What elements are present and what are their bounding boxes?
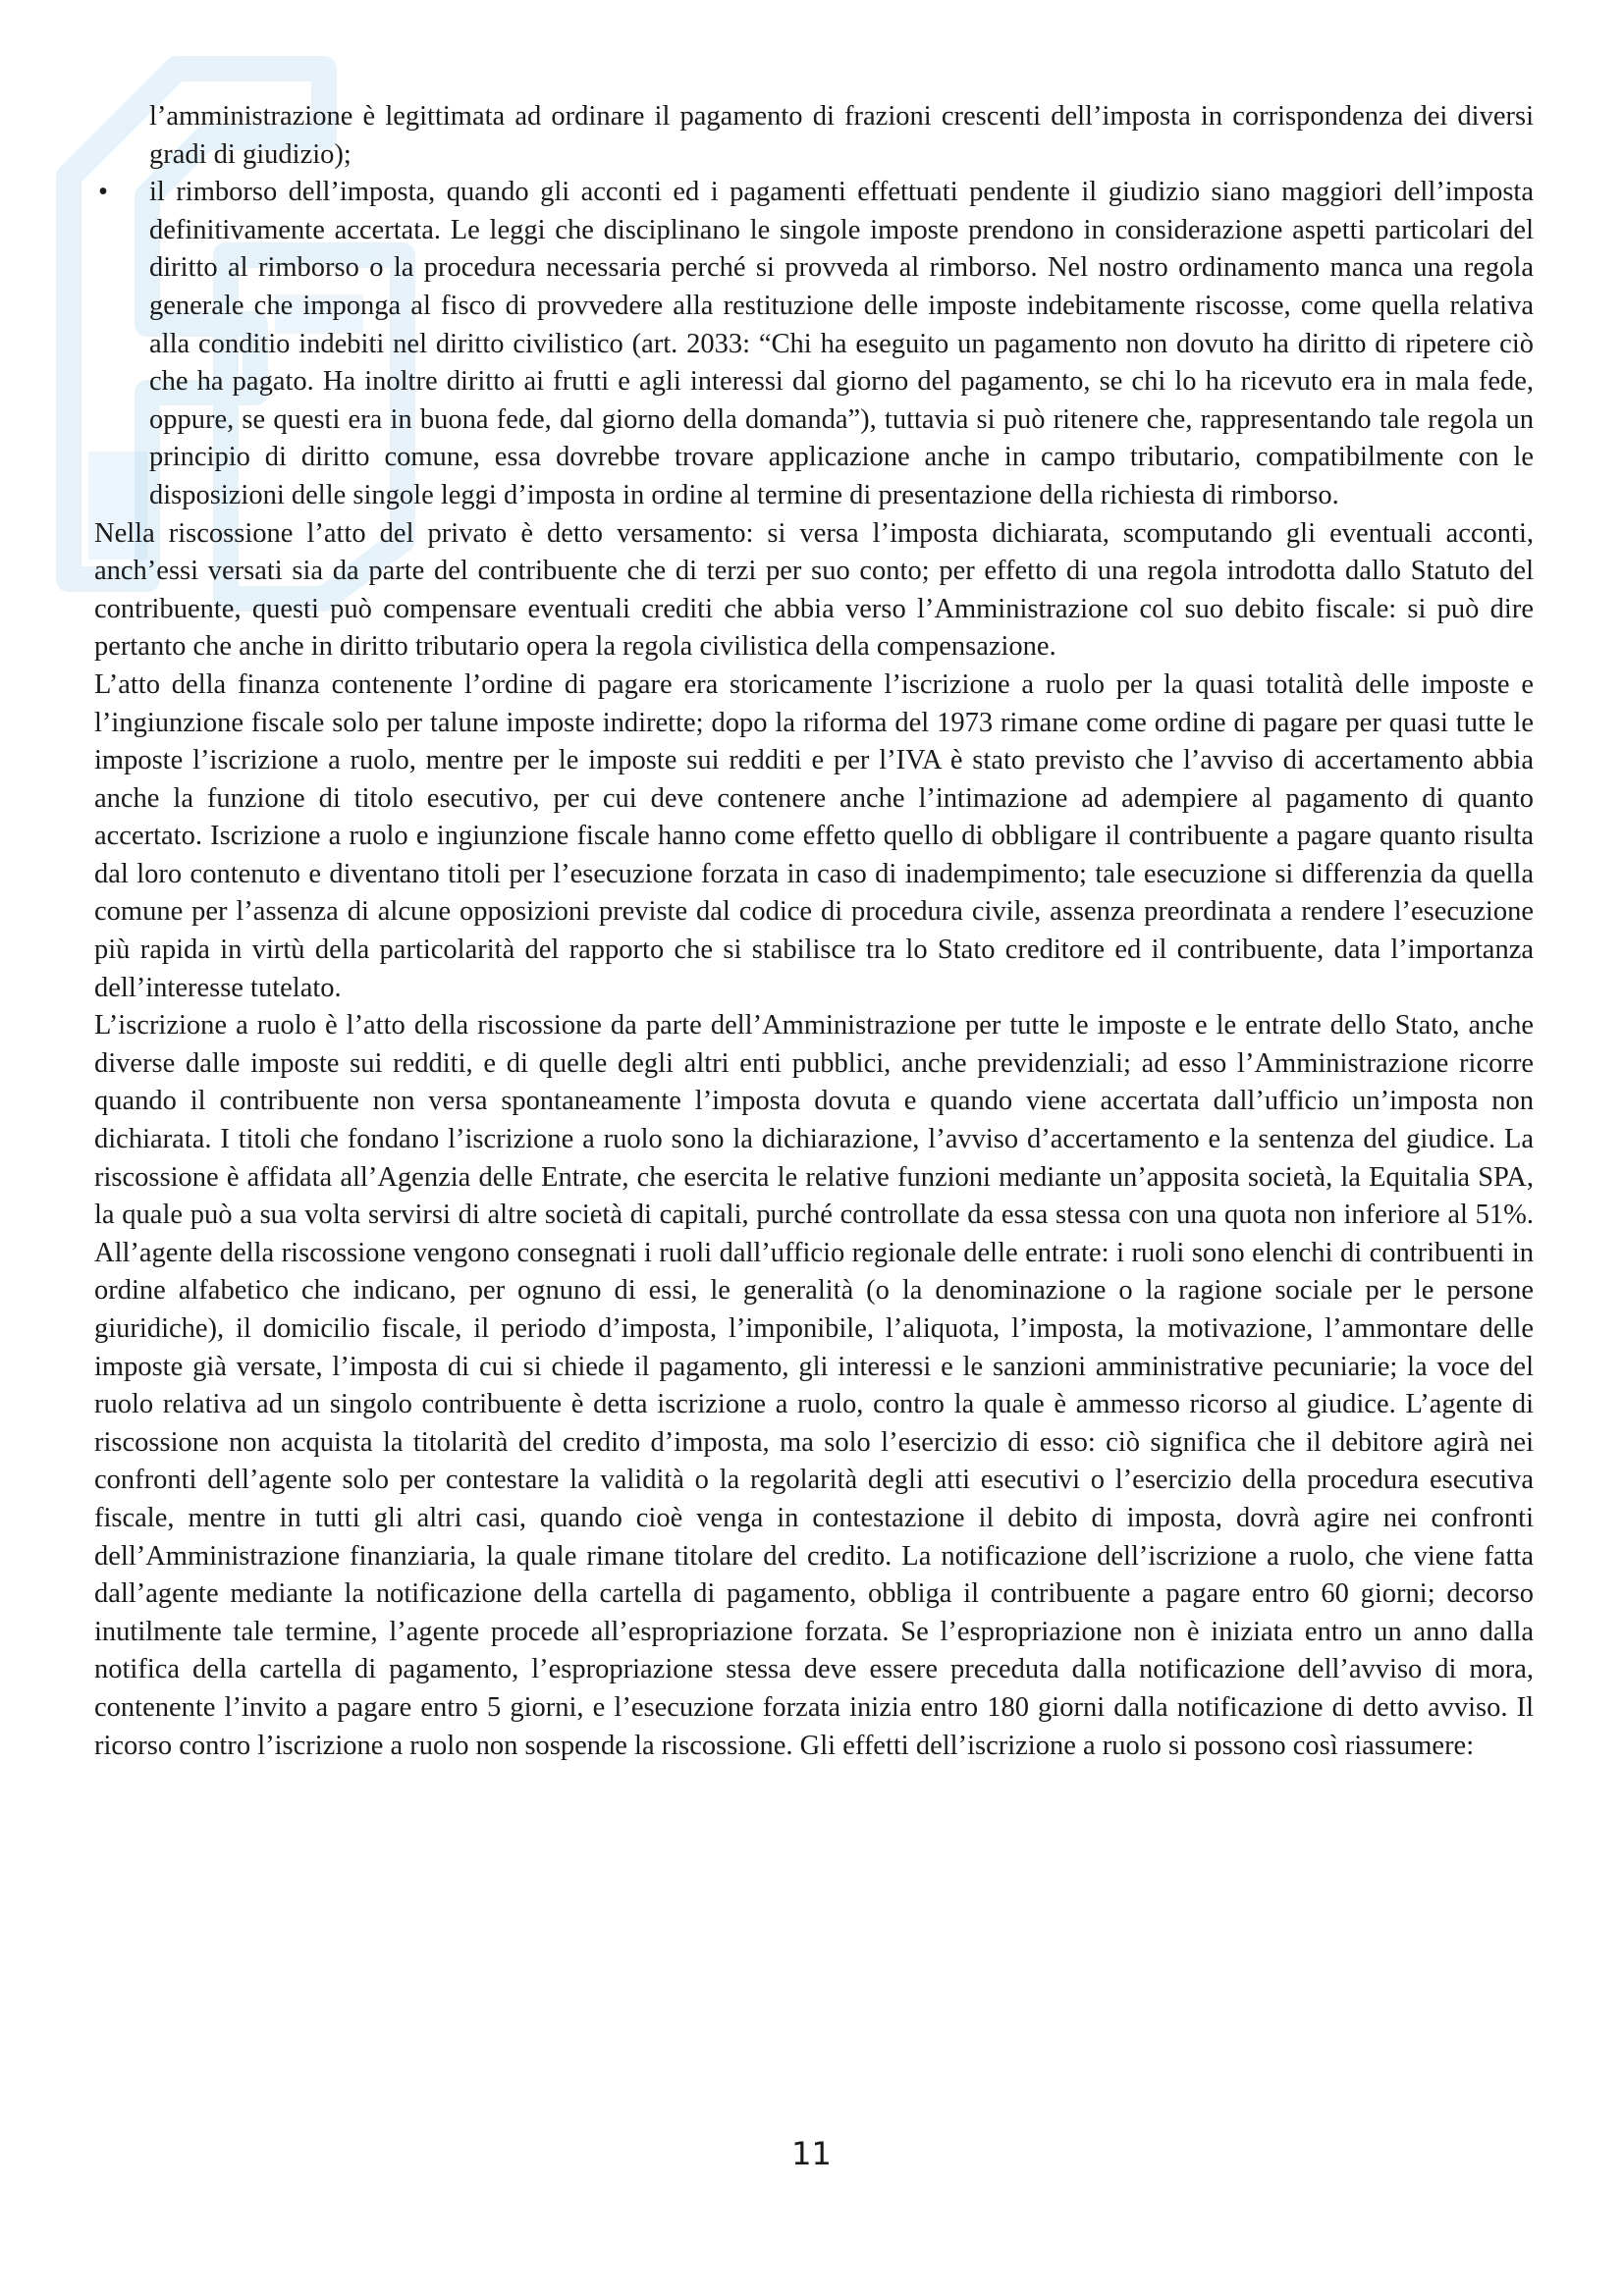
bullet-icon: • bbox=[98, 177, 108, 208]
body-text bbox=[94, 98, 1534, 1765]
paragraph: L’atto della finanza contenente l’ordine di pagare era storicamente l’iscrizione a ruolo per la quasi totalità delle imposte e l’ingiunzione fiscale solo per talune imposte indirette; dopo la riforma del 1973 rimane come ordine di pagare per quasi tutte le imposte l’iscrizione a ruolo, mentre per le imposte sui redditi e per l’IVA è stato previsto che l’avviso di accertamento abbia anche la funzione di titolo esecutivo, per cui deve contenere anche l’intimazione ad adempiere al pagamento di quanto accertato. Iscrizione a ruolo e ingiunzione fiscale hanno come effetto quello di obbligare il contribuente a pagare quanto risulta dal loro contenuto e diventano titoli per l’esecuzione forzata in caso di inadempimento; tale esecuzione si differenzia da quella comune per l’assenza di alcune opposizioni previste dal codice di procedura civile, assenza preordinata a rendere l’esecuzione più rapida in virtù della particolarità del rapporto che si stabilisce tra lo Stato creditore ed il contribuente, data l’importanza dell’interesse tutelato. bbox=[94, 668, 1534, 1003]
list-item bbox=[94, 174, 1534, 514]
list-item-text: il rimborso dell’imposta, quando gli acconti ed i pagamenti effettuati pendente il giudizio siano maggiori dell’imposta definitivamente accertata. Le leggi che disciplinano le singole imposte prendono in considerazione aspetti particolari del diritto al rimborso o la procedura necessaria perché si provveda al rimborso. Nel nostro ordinamento manca una regola generale che imponga al fisco di provvedere alla restituzione delle imposte indebitamente riscosse, come quella relativa alla conditio indebiti nel diritto civilistico (art. 2033: “Chi ha eseguito un pagamento non dovuto ha diritto di ripetere ciò che ha pagato. Ha inoltre diritto ai frutti e agli interessi dal giorno del pagamento, se chi lo ha ricevuto era in mala fede, oppure, se questi era in buona fede, dal giorno della domanda”), tuttavia si può ritenere che, rappresentando tale regola un principio di diritto comune, essa dovrebbe trovare applicazione anche in campo tributario, compatibilmente con le disposizioni delle singole leggi d’imposta in ordine al termine di presentazione della richiesta di rimborso. bbox=[149, 177, 1534, 510]
paragraph: Nella riscossione l’atto del privato è detto versamento: si versa l’imposta dichiarata, scomputando gli eventuali acconti, anch’essi versati sia da parte del contribuente che di terzi per suo conto; per effetto di una regola introdotta dallo Statuto del contribuente, questi può compensare eventuali crediti che abbia verso l’Amministrazione col suo debito fiscale: si può dire pertanto che anche in diritto tributario opera la regola civilistica della compensazione. bbox=[94, 517, 1534, 663]
page-number: 11 bbox=[791, 2135, 832, 2172]
paragraph: L’iscrizione a ruolo è l’atto della riscossione da parte dell’Amministrazione per tutte le imposte e le entrate dello Stato, anche diverse dalle imposte sui redditi, e di quelle degli altri enti pubblici, anche previdenziali; ad esso l’Amministrazione ricorre quando il contribuente non versa spontaneamente l’imposta dovuta e quando viene accertata dall’ufficio un’imposta non dichiarata. I titoli che fondano l’iscrizione a ruolo sono la dichiarazione, l’avviso d’accertamento e la sentenza del giudice. La riscossione è affidata all’Agenzia delle Entrate, che esercita le relative funzioni mediante un’apposita società, la Equitalia SPA, la quale può a sua volta servirsi di altre società di capitali, purché controllate da essa stessa con una quota non inferiore al 51%. All’agente della riscossione vengono consegnati i ruoli dall’ufficio regionale delle entrate: i ruoli sono elenchi di contribuenti in ordine alfabetico che indicano, per ognuno di essi, le generalità (o la denominazione o la ragione sociale per le persone giuridiche), il domicilio fiscale, il periodo d’imposta, l’imponibile, l’aliquota, l’imposta, la motivazione, l’ammontare delle imposte già versate, l’imposta di cui si chiede il pagamento, gli interessi e le sanzioni amministrative pecuniarie; la voce del ruolo relativa ad un singolo contribuente è detta iscrizione a ruolo, contro la quale è ammesso ricorso al giudice. L’agente di riscossione non acquista la titolarità del credito d’imposta, ma solo l’esercizio di esso: ciò significa che il debitore agirà nei confronti dell’agente solo per contestare la validità o la regolarità degli atti esecutivi o l’esercizio della procedura esecutiva fiscale, mentre in tutti gli altri casi, quando cioè venga in contestazione il debito di imposta, dovrà agire nei confronti dell’Amministrazione finanziaria, la quale rimane titolare del credito. La notificazione dell’iscrizione a ruolo, che viene fatta dall’agente mediante la notificazione della cartella di pagamento, obbliga il contribuente a pagare entro 60 giorni; decorso inutilmente tale termine, l’agente procede all’espropriazione forzata. Se l’espropriazione non è iniziata entro un anno dalla notifica della cartella di pagamento, l’espropriazione stessa deve essere preceduta dalla notificazione dell’avviso di mora, contenente l’invito a pagare entro 5 giorni, e l’esecuzione forzata inizia entro 180 giorni dalla notificazione di detto avviso. Il ricorso contro l’iscrizione a ruolo non sospende la riscossione. Gli effetti dell’iscrizione a ruolo si possono così riassumere: bbox=[94, 1010, 1534, 1761]
list-item-continuation: l’amministrazione è legittimata ad ordinare il pagamento di frazioni crescenti dell’imposta in corrispondenza dei diversi gradi di giudizio); bbox=[149, 101, 1534, 170]
